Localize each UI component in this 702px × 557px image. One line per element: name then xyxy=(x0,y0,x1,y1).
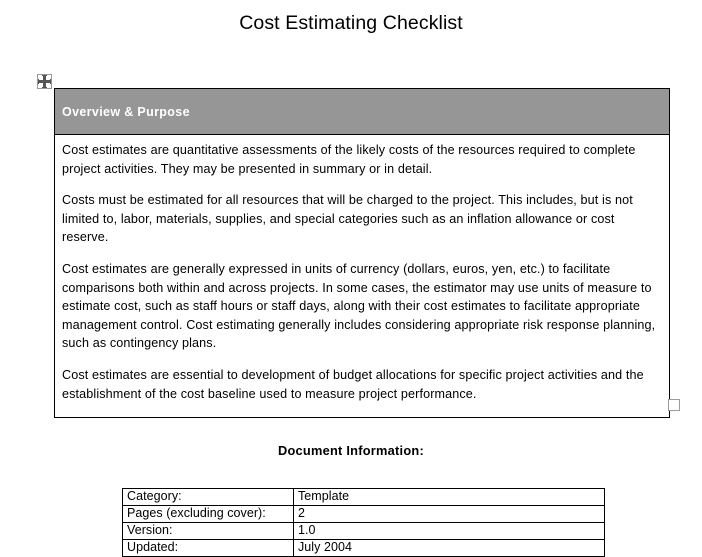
table-cell-value: 1.0 xyxy=(294,523,605,540)
table-cell-label: Version: xyxy=(123,523,294,540)
table-row xyxy=(123,489,605,506)
overview-header-label: Overview & Purpose xyxy=(62,104,190,119)
overview-paragraph-1: Cost estimates are quantitative assessments of the likely costs of the resources required to complete project activities. They may be presented in summary or in detail. xyxy=(62,143,636,176)
table-cell-label: Category: xyxy=(123,489,294,506)
overview-paragraph-2: Costs must be estimated for all resources that will be charged to the project. This includes, but is not limited to, labor, materials, supplies, and special categories such as an inflation allowance or cost reserve. xyxy=(62,193,633,245)
overview-paragraph-3: Cost estimates are generally expressed in units of currency (dollars, euros, yen, etc.) to facilitate comparisons both within and across projects. In some cases, the estimator may use units of measure to estimate cost, such as staff hours or staff days, along with their cost estimates to facilitate appropriate management control. Cost estimating generally includes considering appropriate risk response planning, such as contingency plans. xyxy=(62,261,656,351)
table-row xyxy=(123,506,605,523)
overview-purpose-table xyxy=(54,88,670,418)
table-move-handle-icon[interactable] xyxy=(37,74,52,89)
table-row xyxy=(123,523,605,540)
overview-body xyxy=(55,135,669,417)
overview-paragraph-4: Cost estimates are essential to development of budget allocations for specific project activities and the establishment of the cost baseline used to measure project performance. xyxy=(62,367,644,401)
overview-header-bar xyxy=(55,89,669,135)
document-information-table xyxy=(122,488,605,557)
table-cell-value: Template xyxy=(294,489,605,506)
table-cell-label: Pages (excluding cover): xyxy=(123,506,294,523)
table-resize-handle-icon[interactable] xyxy=(668,399,680,411)
document-information-heading: Document Information: xyxy=(277,443,424,458)
table-cell-label: Updated: xyxy=(123,540,294,557)
table-row xyxy=(123,540,605,557)
table-cell-value: July 2004 xyxy=(294,540,605,557)
page-title: Cost Estimating Checklist xyxy=(239,12,463,34)
table-cell-value: 2 xyxy=(294,506,605,523)
